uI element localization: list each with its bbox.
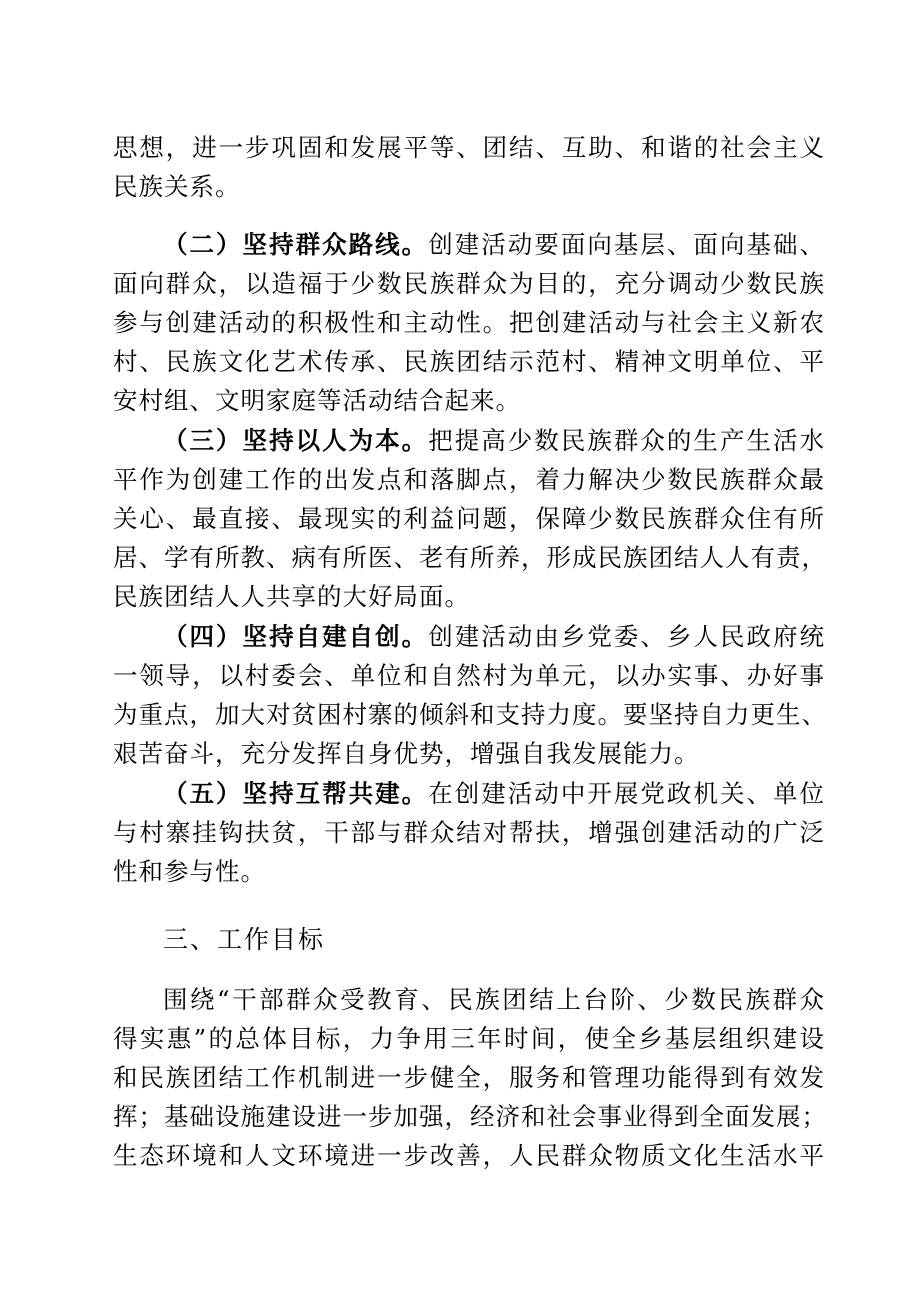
text-line: 性和参与性。: [113, 857, 266, 886]
text-line: 和民族团结工作机制进一步健全，服务和管理功能得到有效发: [113, 1063, 825, 1092]
paragraph-mass-line: [113, 225, 825, 420]
text-line: 围绕“干部群众受教育、民族团结上台阶、少数民族群众: [163, 985, 825, 1014]
text-line: 面向群众，以造福于少数民族群众为目的，充分调动少数民族: [113, 269, 825, 298]
paragraph-heading: （三）坚持以人为本。: [163, 426, 429, 455]
text-line: [113, 774, 825, 813]
text-line: 村、民族文化艺术传承、民族团结示范村、精神文明单位、平: [113, 347, 825, 376]
text-line: 关心、最直接、最现实的利益问题，保障少数民族群众住有所: [113, 504, 825, 533]
text-line: 一领导，以村委会、单位和自然村为单元，以办实事、办好事: [113, 661, 825, 690]
text-span: 创建活动要面向基层、面向基础、: [428, 230, 826, 259]
text-line: 艰苦奋斗，充分发挥自身优势，增强自我发展能力。: [113, 739, 700, 768]
section-heading: 三、工作目标: [163, 925, 326, 954]
paragraph-goals: [113, 980, 825, 1175]
text-line: 得实惠”的总体目标，力争用三年时间，使全乡基层组织建设: [113, 1024, 825, 1053]
text-line: 居、学有所教、病有所医、老有所养，形成民族团结人人有责，: [113, 543, 827, 572]
paragraph-continuation: [113, 128, 825, 206]
text-line: 民族团结人人共享的大好局面。: [113, 582, 470, 611]
paragraph-heading: （四）坚持自建自创。: [163, 622, 429, 651]
text-span: 在创建活动中开展党政机关、单位: [428, 779, 826, 808]
text-line: 生态环境和人文环境进一步改善，人民群众物质文化生活水平: [113, 1141, 825, 1170]
paragraph-heading: （二）坚持群众路线。: [163, 230, 429, 259]
paragraph-self-building: [113, 617, 825, 773]
text-line: [113, 421, 825, 460]
text-line: [113, 617, 825, 656]
text-line: 平作为创建工作的出发点和落脚点，着力解决少数民族群众最: [113, 465, 825, 494]
text-span: 创建活动由乡党委、乡人民政府统: [428, 622, 826, 651]
text-line: 参与创建活动的积极性和主动性。把创建活动与社会主义新农: [113, 308, 825, 337]
paragraph-heading: （五）坚持互帮共建。: [163, 779, 429, 808]
paragraph-people-oriented: [113, 421, 825, 616]
text-line: 挥；基础设施建设进一步加强，经济和社会事业得到全面发展；: [113, 1102, 827, 1131]
text-line: [113, 225, 825, 264]
text-line: 民族关系。: [113, 172, 241, 201]
text-line: 思想，进一步巩固和发展平等、团结、互助、和谐的社会主义: [113, 133, 825, 162]
text-line: 为重点，加大对贫困村寨的倾斜和支持力度。要坚持自力更生、: [113, 700, 827, 729]
text-line: 与村寨挂钩扶贫，干部与群众结对帮扶，增强创建活动的广泛: [113, 818, 825, 847]
text-line: 安村组、文明家庭等活动结合起来。: [113, 386, 521, 415]
text-span: 把提高少数民族群众的生产生活水: [428, 426, 826, 455]
paragraph-mutual-help: [113, 774, 825, 891]
